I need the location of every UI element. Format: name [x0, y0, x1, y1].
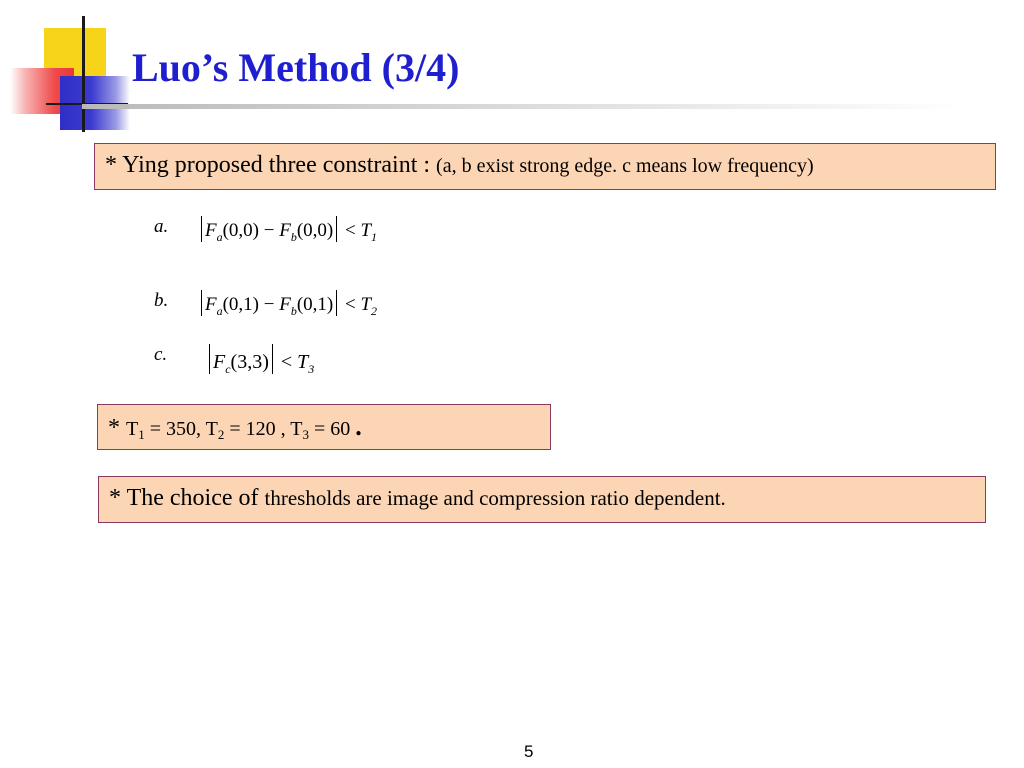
- constraint-intro-text: [105, 152, 814, 179]
- threshold-choice-rest: thresholds are image and compression ratio dependent.: [264, 486, 726, 510]
- slide-title: Luo’s Method (3/4): [132, 45, 460, 90]
- page-number: 5: [524, 742, 534, 761]
- constraint-a-expression: $F_a(0,0) - F_b(0,0) < T_1$: [198, 216, 377, 245]
- constraint-b-expression: $F_a(0,1) - F_b(0,1) < T_2$: [198, 290, 377, 319]
- threshold-values-text: * $T_1 = 350$, $T_2 = 120$ , $T_3 = 60$ .: [108, 412, 362, 442]
- logo-vertical-line: [82, 16, 85, 132]
- title-underline-rule: [82, 104, 962, 109]
- constraint-a: [154, 216, 454, 246]
- constraint-intro-lead: * Ying proposed three constraint :: [105, 152, 437, 178]
- constraint-intro-note: (a, b exist strong edge. c means low frequency): [436, 155, 814, 177]
- constraint-a-label: a.: [154, 216, 169, 237]
- threshold-values-box: [97, 404, 551, 450]
- constraint-b: [154, 290, 454, 320]
- threshold-choice-lead: * The choice of: [109, 485, 265, 511]
- threshold-choice-text: [109, 485, 726, 512]
- constraint-c-label: c.: [154, 344, 168, 365]
- threshold-choice-box: [98, 476, 986, 523]
- constraint-intro-box: [94, 143, 996, 190]
- constraint-b-label: b.: [154, 290, 169, 311]
- constraint-c: [154, 344, 414, 378]
- constraint-c-expression: $F_c(3,3) < T_3$: [206, 344, 314, 377]
